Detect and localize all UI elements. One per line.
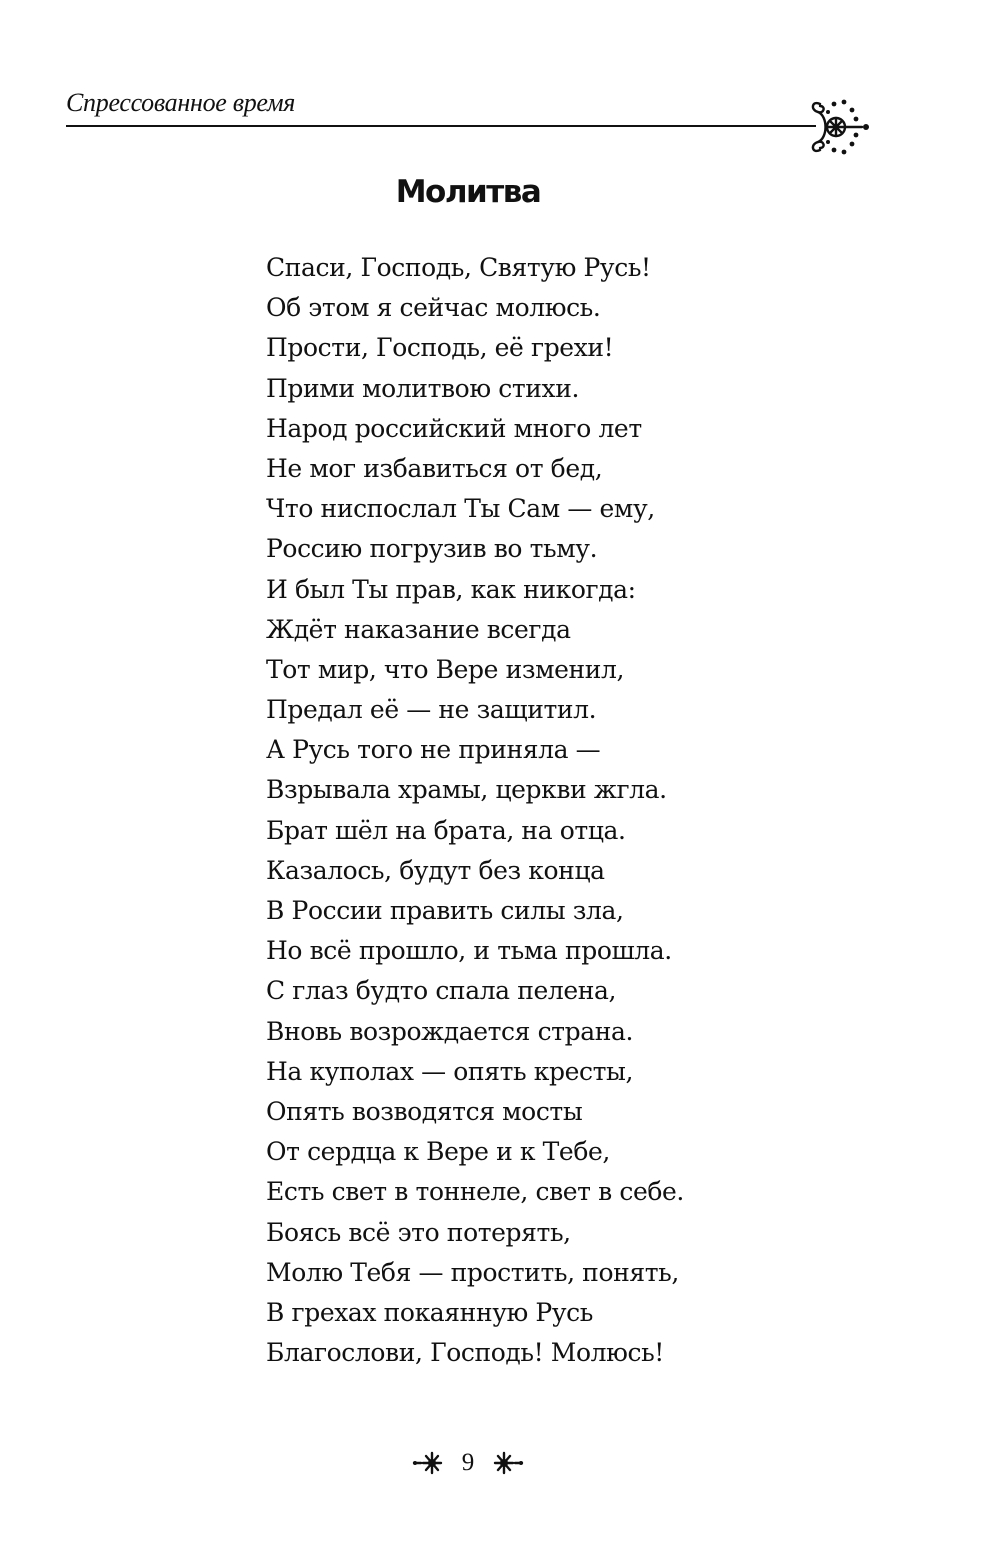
poem-line: Прими молитвою стихи. — [266, 373, 580, 403]
floral-ornament-icon — [806, 90, 878, 162]
poem-line: Взрывала храмы, церкви жгла. — [266, 775, 667, 805]
poem-line: Есть свет в тоннеле, свет в себе. — [266, 1177, 684, 1207]
poem-line: Спаси, Господь, Святую Русь! — [266, 253, 651, 282]
poem-line: В грехах покаянную Русь — [266, 1297, 593, 1327]
poem-line: Но всё прошло, и тьма прошла. — [266, 936, 672, 966]
poem-line: Россию погрузив во тьму. — [266, 534, 598, 564]
poem-line: Брат шёл на брата, на отца. — [266, 815, 626, 845]
page-number: 9 — [461, 1449, 475, 1476]
poem-line: Что ниспослал Ты Сам — ему, — [266, 494, 655, 524]
poem-line: Не мог избавиться от бед, — [266, 453, 603, 483]
poem-line: От сердца к Вере и к Тебе, — [266, 1137, 610, 1167]
poem-line: Прости, Господь, её грехи! — [266, 333, 614, 363]
poem-line: Казалось, будут без конца — [266, 855, 605, 885]
snowflake-ornament-icon — [490, 1450, 524, 1476]
poem-body — [266, 248, 684, 1373]
poem-line: На куполах — опять кресты, — [266, 1056, 634, 1086]
poem-line: Благослови, Господь! Молюсь! — [266, 1338, 664, 1368]
poem-line: Народ российский много лет — [266, 413, 642, 443]
poem-title: Молитва — [395, 174, 541, 210]
poem-line: Ждёт наказание всегда — [266, 614, 571, 644]
poem-line: Об этом я сейчас молюсь. — [266, 293, 601, 323]
poem-line: Молю Тебя — простить, понять, — [266, 1257, 679, 1287]
poem-line: В России править силы зла, — [266, 896, 624, 925]
poem-line: Предал её — не защитил. — [266, 695, 597, 725]
header-rule — [66, 125, 816, 127]
poem-line: А Русь того не приняла — — [266, 735, 601, 765]
poem-line: И был Ты прав, как никогда: — [266, 574, 636, 604]
snowflake-ornament-icon — [412, 1450, 446, 1476]
poem-line: Опять возводятся мосты — [266, 1096, 583, 1126]
running-title: Спрессованное время — [66, 88, 296, 117]
poem-line: Боясь всё это потерять, — [266, 1217, 571, 1247]
poem-line: С глаз будто спала пелена, — [266, 976, 617, 1006]
page-footer — [0, 1448, 936, 1478]
poem-line: Вновь возрождается страна. — [266, 1016, 634, 1046]
poem-line: Тот мир, что Вере изменил, — [266, 654, 625, 684]
